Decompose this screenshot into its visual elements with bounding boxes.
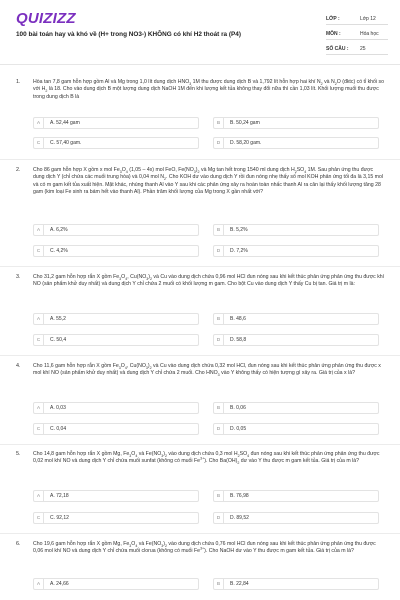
question-text: Cho 86 gam hỗn hợp X gồm x mol $Fe_3O_4$ (1,05 – 4x) mol FeO, $Fe(NO_3)_2$ và Mg tan hết trong 1540 ml dung dịch $H_2SO_4$ 1M. Sau phản ứng thu được dung dịch Y (chỉ chứa các muối trung hòa) và 0,04 mol $N_2$. Cho KOH dư vào dung dịch Y rồi đun nóng nhẹ thấy số mol KOH phản ứng tối đa là 3,15 mol và có m gam kết tủa xuất hiện. Mặt khác, nhúng thanh Al vào Y sau khi các phản ứng xảy ra hoàn toàn nhấc thanh Al ra cân lại thấy khối lượng tăng 28 gam (kim loại Fe sinh ra bám hết vào thanh Al). Phần trăm khối lượng của Mg trong X gần nhất với? [33, 167, 384, 196]
worksheet-header [0, 0, 400, 64]
meta-key: LỚP : [326, 16, 340, 22]
meta-value: Hóa học [360, 31, 379, 37]
option-value: B. 48,6 [230, 316, 246, 322]
option-value: C. 0,04 [50, 426, 67, 432]
meta-value: Lớp 12 [360, 16, 376, 22]
question-text: Cho 19,6 gam hỗn hợp rắn X gồm Mg, $Fe_3O_4$ và $Fe(NO_3)_2$ vào dung dịch chứa 0,76 mol HCl đun nóng sau khi kết thúc phản ứng phản ứng thu được 0,06 mol khí NO và dung dịch Y chỉ chứa muối clorua (không có muối $Fe^{3+}$). Cho NaOH dư vào Y thu được m gam kết tủa. Giá trị của m là? [33, 541, 376, 555]
option-d[interactable] [213, 245, 379, 257]
option-value: C. 92,12 [50, 515, 69, 521]
option-value: D. 58,8 [230, 337, 247, 343]
option-a[interactable] [33, 224, 199, 236]
option-letter: B [214, 491, 224, 502]
option-b[interactable] [213, 402, 379, 414]
option-value: D. 89,52 [230, 515, 249, 521]
option-letter: C [34, 335, 44, 346]
question-divider [0, 266, 400, 267]
option-value: A. 6,2% [50, 227, 68, 233]
option-a[interactable] [33, 578, 199, 590]
option-letter: D [214, 424, 224, 435]
option-letter: B [214, 579, 224, 590]
question-divider [0, 159, 400, 160]
option-value: D. 0,05 [230, 426, 247, 432]
option-a[interactable] [33, 117, 199, 129]
option-a[interactable] [33, 490, 199, 502]
option-letter: D [214, 246, 224, 257]
option-value: C. 50,4 [50, 337, 67, 343]
question-number: 6. [16, 541, 21, 547]
option-value: B. 0,06 [230, 405, 246, 411]
option-d[interactable] [213, 512, 379, 524]
question-text: Cho 14,8 gam hỗn hợp rắn X gồm Mg, $Fe_3O_4$ và $Fe(NO_3)_2$ vào dung dịch chứa 0,3 mol $H_2SO_4$ đun nóng sau khi kết thúc phản ứng phản ứng thu được 0,02 mol khí NO và dung dịch Y chỉ chứa muối sunfat (không có muối $Fe^{3+}$). Cho $Ba(OH)_2$ dư vào Y thu được m gam kết tủa. Giá trị của m là? [33, 451, 380, 466]
question-number: 5. [16, 451, 21, 457]
option-value: A. 0,03 [50, 405, 66, 411]
meta-key: SỐ CÂU : [326, 46, 349, 52]
question-number: 3. [16, 274, 21, 280]
option-c[interactable] [33, 423, 199, 435]
option-b[interactable] [213, 490, 379, 502]
option-letter: A [34, 225, 44, 236]
option-value: A. 55,2 [50, 316, 66, 322]
option-d[interactable] [213, 137, 379, 149]
option-letter: C [34, 513, 44, 524]
option-b[interactable] [213, 313, 379, 325]
option-value: B. 22,84 [230, 581, 249, 587]
worksheet-title: 100 bài toán hay và khó về (H+ trong NO3-) KHÔNG có khí H2 thoát ra (P4) [16, 31, 241, 38]
question-text: Hòa tan 7,8 gam hỗn hợp gồm Al và Mg trong 1,0 lít dung dịch $HNO_3$ 1M thu được dung dịch B và 1,792 lít hỗn hợp hai khí $N_2$ và $N_2O$ (đktc) có tỉ khối so với $H_2$ là 18. Cho vào dung dịch B một lượng dung dịch NaOH 1M đến khi lượng kết tủa không thay đổi nữa thì cần 1,03 lít. Khối lượng muối thu được trong dung dịch B là [33, 79, 385, 100]
meta-value: 25 [360, 46, 366, 52]
option-letter: D [214, 513, 224, 524]
question-divider [0, 533, 400, 534]
option-d[interactable] [213, 423, 379, 435]
option-letter: C [34, 424, 44, 435]
option-letter: D [214, 138, 224, 149]
option-value: D. 58,20 gam. [230, 140, 262, 146]
option-a[interactable] [33, 313, 199, 325]
option-letter: C [34, 138, 44, 149]
question-divider [0, 355, 400, 356]
question-text: Cho 11,6 gam hỗn hợp rắn X gồm $Fe_3O_4$, $Cu(NO_3)_2$ và Cu vào dung dịch chứa 0,32 mol HCl, đun nóng sau khi kết thúc phản ứng phản ứng thu được x mol khí NO (sản phẩm khử duy nhất) và dung dịch Y chỉ chứa 2 muối. Cho $HNO_3$ vào Y không thấy có hiện tượng gì xảy ra. Giá trị của x là? [33, 363, 381, 378]
meta-key: MÔN : [326, 31, 341, 37]
option-a[interactable] [33, 402, 199, 414]
option-letter: C [34, 246, 44, 257]
option-b[interactable] [213, 117, 379, 129]
meta-divider [326, 54, 388, 55]
option-letter: B [214, 314, 224, 325]
question-number: 4. [16, 363, 21, 369]
option-value: B. 50,24 gam [230, 120, 260, 126]
option-value: A. 72,18 [50, 493, 69, 499]
meta-divider [326, 24, 388, 25]
option-b[interactable] [213, 578, 379, 590]
question-divider [0, 444, 400, 445]
option-letter: A [34, 491, 44, 502]
option-value: B. 76,98 [230, 493, 249, 499]
option-d[interactable] [213, 334, 379, 346]
option-c[interactable] [33, 245, 199, 257]
option-c[interactable] [33, 512, 199, 524]
header-divider [0, 64, 400, 65]
quizizz-logo: QUIZIZZ [16, 10, 76, 27]
meta-divider [326, 39, 388, 40]
question-text: Cho 31,2 gam hỗn hợp rắn X gồm $Fe_3O_4$, $Cu(NO_3)_2$ và Cu vào dung dịch chứa 0,96 mol HCl đun nóng sau khi kết thúc phản ứng phản ứng thu được khí NO (sản phẩm khử duy nhất) và dung dịch Y chỉ chứa 2 muối có khối lượng m gam. Cho bột Cu vào dung dịch Y thấy Cu bị tan. Giá trị m là: [33, 274, 385, 288]
option-letter: B [214, 225, 224, 236]
question-number: 1. [16, 79, 21, 85]
option-value: A. 24,66 [50, 581, 69, 587]
question-number: 2. [16, 167, 21, 173]
option-value: A. 52,44 gam [50, 120, 80, 126]
option-c[interactable] [33, 334, 199, 346]
option-letter: A [34, 403, 44, 414]
option-b[interactable] [213, 224, 379, 236]
option-letter: D [214, 335, 224, 346]
option-letter: A [34, 314, 44, 325]
option-letter: B [214, 118, 224, 129]
option-letter: B [214, 403, 224, 414]
option-letter: A [34, 118, 44, 129]
option-value: D. 7,2% [230, 248, 248, 254]
option-value: C. 4,2% [50, 248, 68, 254]
option-value: C. 57,40 gam. [50, 140, 82, 146]
option-letter: A [34, 579, 44, 590]
option-value: B. 5,2% [230, 227, 248, 233]
option-c[interactable] [33, 137, 199, 149]
